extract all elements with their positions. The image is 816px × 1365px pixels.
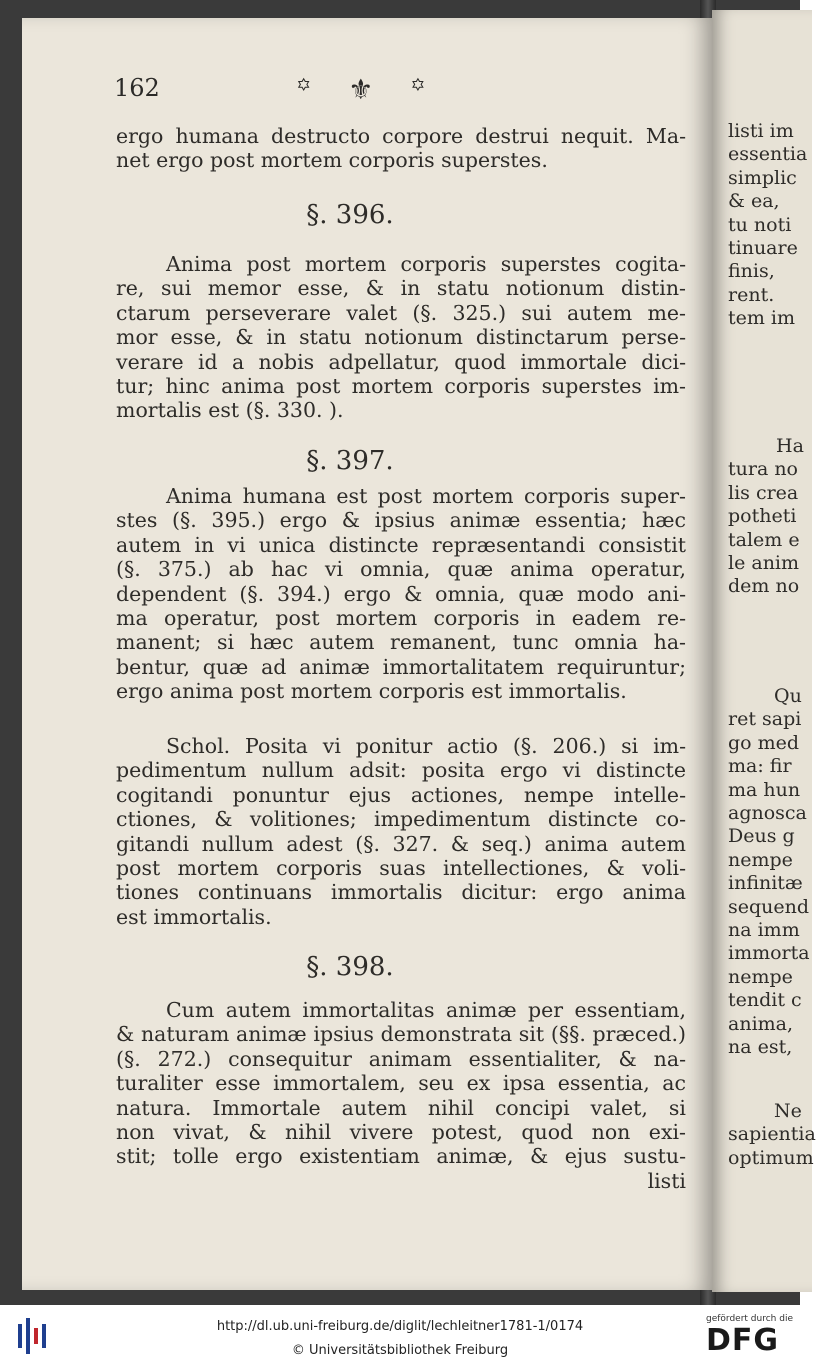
text-line: & naturam animæ ipsius demonstrata sit (§§. præced.) [116,1022,686,1047]
paragraph-396 [116,252,686,423]
text-line: gitandi nullum adest (§. 327. & seq.) anima autem [116,831,686,856]
text-line: cogitandi ponuntur ejus actiones, nempe intelle- [116,782,686,807]
text-line: tiones continuans immortalis dicitur: ergo anima [116,880,686,905]
text-line: mortalis est (§. 330. ). [116,398,344,423]
right-line: sapientia [728,1123,816,1146]
text-line: Anima humana est post mortem corporis super- [166,484,686,508]
section-heading-398: §. 398. [306,952,394,982]
source-url-link[interactable]: http://dl.ub.uni-freiburg.de/diglit/lechleitner1781-1/0174 [216,1319,584,1334]
right-line: na imm [728,919,800,942]
right-line: dem no [728,575,800,598]
page-number: 162 [114,74,160,102]
text-line: Anima post mortem corporis superstes cogita- [166,252,686,276]
right-line: Ne [774,1100,802,1122]
right-line: talem e [728,528,800,551]
text-line: ctarum perseverare valet (§. 325.) sui autem me- [116,300,686,325]
right-line: simplic [728,166,797,189]
right-line: ma: fir [728,755,792,778]
intro-paragraph [116,124,686,173]
sponsor-caption: gefördert durch die [706,1314,793,1324]
text-line: stes (§. 395.) ergo & ipsius animæ essentia; hæc [116,508,686,533]
right-block-3 [728,685,810,1060]
right-line: sequend [728,895,810,918]
text-line: ma operatur, post mortem corporis in eadem re- [116,606,686,631]
right-line: Deus g [728,825,795,848]
scholion-397 [116,734,686,929]
paragraph-397 [116,484,686,704]
right-block-1 [728,120,807,331]
right-line: na est, [728,1036,793,1059]
text-line: (§. 272.) consequitur animam essentialiter, & na- [116,1046,686,1071]
right-line: listi im [728,120,794,142]
text-line: non vivat, & nihil vivere potest, quod non exi- [116,1120,686,1145]
text-line: verare id a nobis adpellatur, quod immortale dici- [116,349,686,374]
text-line: (§. 375.) ab hac vi omnia, quæ anima operatur, [116,557,686,582]
text-line: ergo humana destructo corpore destrui nequit. Ma- [116,124,686,148]
text-line: net ergo post mortem corporis superstes. [116,148,548,173]
right-line: essentia [728,143,808,166]
section-heading-397: §. 397. [306,446,394,476]
right-line: tu noti [728,213,792,236]
text-line: autem in vi unica distincte repræsentandi consistit [116,532,686,557]
right-line: go med [728,731,800,754]
section-heading-396: §. 396. [306,200,394,230]
right-line: potheti [728,505,797,528]
right-line: tura no [728,458,798,481]
right-line: lis crea [728,481,799,504]
right-line: nempe [728,848,793,871]
text-line: stit; tolle ergo existentiam animæ, & ejus sustu- [116,1144,686,1169]
text-line: Cum autem immortalitas animæ per essentiam, [166,998,686,1022]
right-line: Ha [776,435,804,457]
catchword: listi [647,1168,686,1193]
text-line: mor esse, & in statu notionum distinctarum perse- [116,325,686,350]
text-line: tur; hinc anima post mortem corporis superstes im- [116,374,686,399]
text-line: re, sui memor esse, & in statu notionum distin- [116,276,686,301]
right-line: optimum [728,1146,814,1169]
text-line: Schol. Posita vi ponitur actio (§. 206.) si im- [166,734,686,758]
text-line: manent; si hæc autem remanent, tunc omnia ha- [116,630,686,655]
right-block-2 [728,435,804,599]
text-line: est immortalis. [116,904,272,929]
text-line: ctiones, & volitiones; impedimentum distincte co- [116,807,686,832]
right-line: rent. [728,283,775,306]
right-line: le anim [728,552,800,575]
text-line: turaliter esse immortalem, seu ex ipsa essentia, ac [116,1071,686,1096]
right-line: agnosca [728,802,807,825]
right-line: tendit c [728,989,802,1012]
right-line: ma hun [728,778,801,801]
text-line: pedimentum nullum adsit: posita ergo vi distincte [116,758,686,783]
right-line: nempe [728,965,793,988]
right-line: tinuare [728,237,798,260]
right-line: ret sapi [728,708,802,731]
text-line: natura. Immortale autem nihil concipi valet, si [116,1095,686,1120]
right-line: finis, [728,260,775,283]
text-line: dependent (§. 394.) ergo & omnia, quæ modo ani- [116,581,686,606]
dfg-logo: DFG [706,1323,780,1358]
right-line: Qu [774,685,802,707]
paragraph-398 [116,998,686,1193]
right-line: immorta [728,942,810,965]
right-line: tem im [728,307,796,330]
text-line: post mortem corporis suas intellectiones, & voli- [116,856,686,881]
right-block-4 [728,1100,816,1170]
text-line: bentur, quæ ad animæ immortalitatem requiruntur; [116,654,686,679]
header-ornament-icon: ꙳ ⚜ ꙳ [296,73,440,106]
right-line: anima, [728,1012,794,1035]
right-page [712,10,816,1292]
copyright-text: © Universitätsbibliothek Freiburg [291,1343,509,1358]
right-line: infinitæ [728,872,803,895]
text-line: ergo anima post mortem corporis est immortalis. [116,679,627,704]
right-line: & ea, [728,190,780,213]
